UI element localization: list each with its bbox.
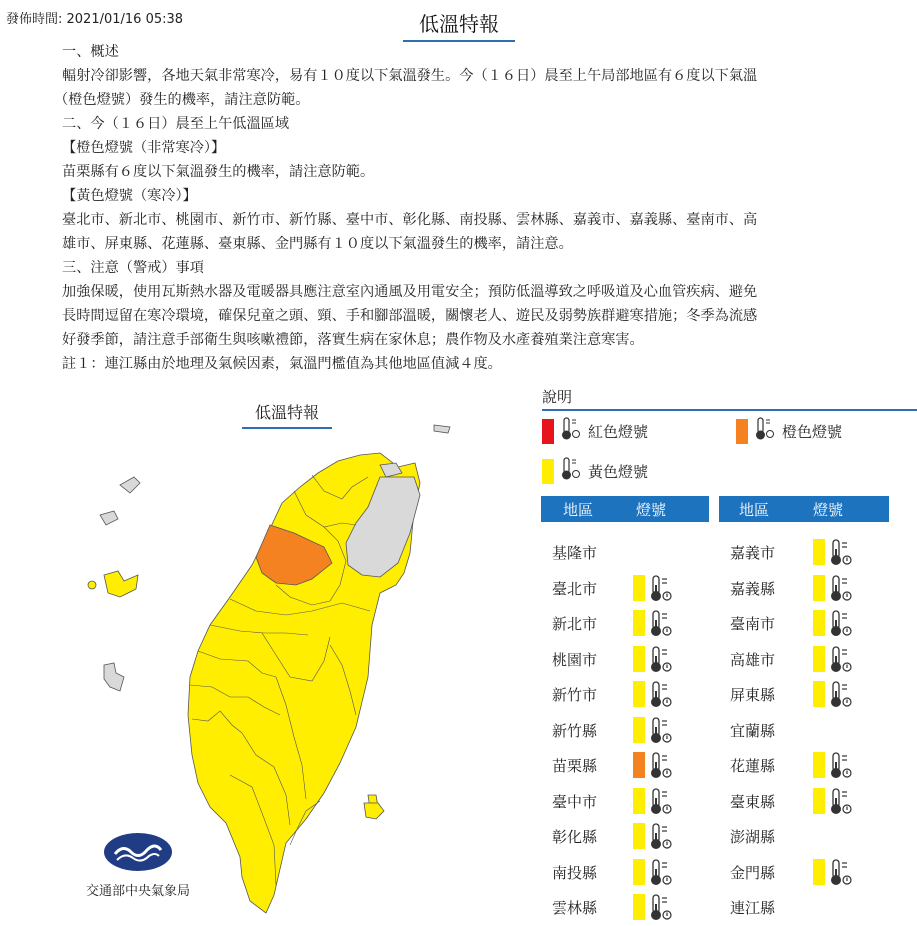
signal-yellow bbox=[633, 717, 645, 743]
region-name: 金門縣 bbox=[730, 863, 776, 882]
signal-yellow bbox=[633, 894, 645, 920]
thermometer-low-icon bbox=[829, 646, 853, 678]
table-row bbox=[719, 858, 889, 888]
table-row bbox=[719, 680, 889, 710]
publish-time: 發佈時間: 2021/01/16 05:38 bbox=[6, 12, 184, 27]
col-signal-right: 燈號 bbox=[813, 500, 844, 519]
thermometer-low-icon bbox=[829, 575, 853, 607]
thermometer-low-icon bbox=[754, 417, 776, 445]
thermometer-low-icon bbox=[560, 417, 582, 445]
bulletin-line: 臺北市、新北市、桃園市、新竹市、新竹縣、臺中市、彰化縣、南投縣、雲林縣、嘉義市、嘉義縣、臺南市、高 bbox=[62, 212, 758, 228]
bulletin-line: 【橙色燈號（非常寒冷）】 bbox=[62, 140, 226, 156]
thermometer-low-icon bbox=[829, 681, 853, 713]
region-name: 澎湖縣 bbox=[730, 828, 776, 846]
region-name: 桃園市 bbox=[552, 650, 598, 669]
signal-yellow bbox=[633, 823, 645, 849]
table-row bbox=[719, 574, 889, 604]
bulletin-text bbox=[54, 40, 852, 376]
table-row bbox=[541, 574, 711, 604]
thermometer-low-icon bbox=[649, 575, 673, 607]
thermometer-low-icon bbox=[560, 457, 582, 485]
bulletin-line: 長時間逗留在寒冷環境，確保兒童之頭、頸、手和腳部溫暖，關懷老人、遊民及弱勢族群避寒措施；冬季為流感 bbox=[62, 308, 758, 324]
signal-yellow bbox=[633, 575, 645, 601]
table-row bbox=[541, 609, 711, 639]
table-row bbox=[719, 893, 889, 923]
thermometer-low-icon bbox=[829, 788, 853, 820]
region-name: 基隆市 bbox=[552, 544, 598, 562]
region-name: 苗栗縣 bbox=[552, 757, 598, 775]
table-row bbox=[719, 787, 889, 817]
region-name: 高雄市 bbox=[730, 650, 776, 669]
region-name: 嘉義縣 bbox=[730, 579, 776, 598]
table-row bbox=[719, 822, 889, 852]
table-row bbox=[541, 787, 711, 817]
table-row bbox=[541, 645, 711, 675]
legend-swatch-red bbox=[542, 419, 554, 444]
bulletin-line: 【黃色燈號（寒冷）】 bbox=[62, 188, 197, 204]
bulletin-line: 加強保暖，使用瓦斯熱水器及電暖器具應注意室內通風及用電安全；預防低溫導致之呼吸道及心血管疾病、避免 bbox=[62, 284, 758, 300]
signal-yellow bbox=[633, 788, 645, 814]
thermometer-low-icon bbox=[829, 752, 853, 784]
legend-red bbox=[542, 417, 648, 445]
thermometer-low-icon bbox=[649, 646, 673, 678]
signal-yellow bbox=[813, 539, 825, 565]
bulletin-line: 三、注意（警戒）事項 bbox=[62, 260, 204, 276]
signal-yellow bbox=[813, 575, 825, 601]
bulletin-line: 二、今（１６日）晨至上午低溫區域 bbox=[62, 116, 290, 132]
table-row bbox=[541, 538, 711, 568]
thermometer-low-icon bbox=[649, 894, 673, 926]
map-matsu-1 bbox=[120, 477, 140, 493]
region-name: 新竹縣 bbox=[552, 721, 598, 740]
map-kinmen bbox=[104, 571, 138, 597]
signal-yellow bbox=[633, 681, 645, 707]
bulletin-line: 好發季節，請注意手部衛生與咳嗽禮節，落實生病在家休息；農作物及水產養殖業注意寒害。 bbox=[62, 332, 644, 348]
cwb-block bbox=[68, 832, 208, 899]
agency-name: 交通部中央氣象局 bbox=[85, 884, 190, 899]
region-name: 雲林縣 bbox=[552, 899, 598, 917]
table-row bbox=[541, 858, 711, 888]
bulletin-line: 輻射冷卻影響，各地天氣非常寒冷，易有１０度以下氣溫發生。今（１６日）晨至上午局部地區有６度以下氣溫 bbox=[62, 68, 758, 84]
legend-yellow bbox=[542, 457, 648, 485]
region-name: 臺北市 bbox=[552, 579, 598, 598]
map-title: 低溫特報 bbox=[242, 400, 332, 429]
region-name: 臺中市 bbox=[552, 792, 598, 811]
cwb-logo-icon bbox=[103, 832, 173, 872]
signal-yellow bbox=[633, 646, 645, 672]
map-orchid-island bbox=[364, 803, 384, 819]
legend-swatch-orange bbox=[736, 419, 748, 444]
region-name: 新竹市 bbox=[552, 686, 598, 704]
region-name: 屏東縣 bbox=[730, 686, 776, 704]
table-row bbox=[541, 751, 711, 781]
signal-yellow bbox=[813, 646, 825, 672]
table-row bbox=[719, 538, 889, 568]
region-name: 嘉義市 bbox=[730, 544, 776, 562]
bulletin-line: （橙色燈號）發生的機率，請注意防範。 bbox=[54, 92, 310, 108]
bulletin-line: 雄市、屏東縣、花蓮縣、臺東縣、金門縣有１０度以下氣溫發生的機率，請注意。 bbox=[62, 236, 573, 252]
thermometer-low-icon bbox=[649, 859, 673, 891]
table-row bbox=[719, 751, 889, 781]
table-header-left bbox=[541, 496, 709, 522]
signal-yellow bbox=[633, 859, 645, 885]
region-name: 連江縣 bbox=[730, 899, 776, 917]
signal-yellow bbox=[813, 788, 825, 814]
legend-label-orange: 橙色燈號 bbox=[782, 422, 843, 441]
region-name: 花蓮縣 bbox=[730, 757, 776, 775]
table-row bbox=[541, 822, 711, 852]
signal-yellow bbox=[813, 859, 825, 885]
legend-orange bbox=[736, 417, 842, 445]
region-name: 南投縣 bbox=[552, 863, 598, 882]
bulletin-line: 註１：連江縣由於地理及氣候因素，氣溫門檻值為其他地區值減４度。 bbox=[62, 356, 502, 372]
col-signal-left: 燈號 bbox=[636, 500, 667, 519]
region-name: 新北市 bbox=[552, 615, 598, 633]
map-matsu-2 bbox=[100, 511, 118, 525]
col-region-left: 地區 bbox=[563, 500, 594, 519]
thermometer-low-icon bbox=[829, 859, 853, 891]
region-name: 臺東縣 bbox=[730, 792, 776, 811]
bulletin-line: 苗栗縣有６度以下氣溫發生的機率，請注意防範。 bbox=[62, 164, 375, 180]
page-title: 低溫特報 bbox=[403, 8, 515, 42]
legend-heading: 說明 bbox=[542, 386, 917, 411]
signal-yellow bbox=[813, 752, 825, 778]
table-row bbox=[541, 893, 711, 923]
thermometer-low-icon bbox=[829, 610, 853, 642]
thermometer-low-icon bbox=[649, 752, 673, 784]
thermometer-low-icon bbox=[829, 539, 853, 571]
thermometer-low-icon bbox=[649, 823, 673, 855]
table-row bbox=[719, 609, 889, 639]
thermometer-low-icon bbox=[649, 788, 673, 820]
thermometer-low-icon bbox=[649, 717, 673, 749]
signal-orange bbox=[633, 752, 645, 778]
table-row bbox=[541, 680, 711, 710]
table-row bbox=[719, 645, 889, 675]
bulletin-line: 一、概述 bbox=[62, 44, 119, 60]
signal-yellow bbox=[813, 681, 825, 707]
signal-yellow bbox=[813, 610, 825, 636]
map-lieyu bbox=[88, 581, 96, 589]
legend-swatch-yellow bbox=[542, 459, 554, 484]
table-row bbox=[719, 716, 889, 746]
signal-yellow bbox=[633, 610, 645, 636]
region-name: 臺南市 bbox=[730, 615, 776, 633]
legend-label-yellow: 黃色燈號 bbox=[588, 462, 649, 481]
thermometer-low-icon bbox=[649, 681, 673, 713]
thermometer-low-icon bbox=[649, 610, 673, 642]
legend-label-red: 紅色燈號 bbox=[588, 422, 649, 441]
region-name: 彰化縣 bbox=[552, 828, 598, 846]
map-matsu-3 bbox=[434, 425, 450, 433]
map-penghu bbox=[104, 663, 124, 691]
table-header-right bbox=[719, 496, 889, 522]
col-region-right: 地區 bbox=[739, 500, 770, 519]
region-name: 宜蘭縣 bbox=[730, 721, 776, 740]
table-row bbox=[541, 716, 711, 746]
